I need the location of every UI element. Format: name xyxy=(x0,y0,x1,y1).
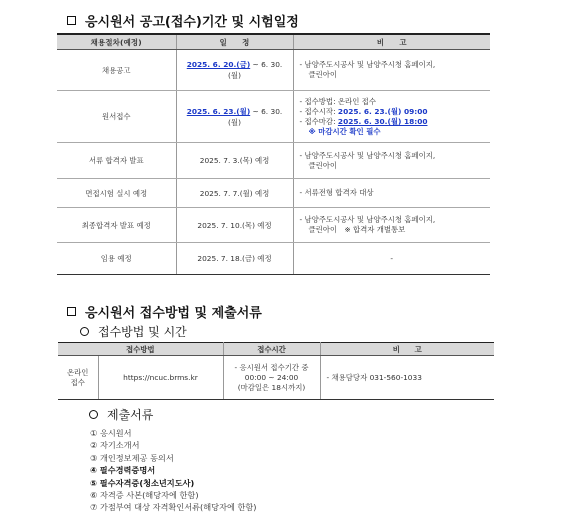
list-item: ① 응시원서 xyxy=(90,428,132,438)
schedule-header-row xyxy=(57,34,490,50)
square-bullet-icon xyxy=(67,307,76,316)
date-cell: 2025. 7. 18.(금) 예정 xyxy=(176,243,293,275)
note-cell xyxy=(293,91,490,143)
time-line: 00:00 ~ 24:00 xyxy=(244,372,299,382)
list-item: ⑤ 필수자격증(청소년지도사) xyxy=(90,477,195,488)
circle-bullet-icon xyxy=(89,410,98,419)
list-item: ④ 필수경력증명서 xyxy=(90,465,156,476)
header-time: 접수시간 xyxy=(223,343,320,356)
circle-bullet-icon xyxy=(80,327,89,336)
method-type-line: 온라인 xyxy=(67,367,89,377)
section1-heading xyxy=(67,11,299,30)
note-line: - 남양주도시공사 및 남양주시청 홈페이지, xyxy=(299,215,436,224)
step-cell: 면접시험 실시 예정 xyxy=(57,179,176,208)
date-cell: 2025. 7. 7.(월) 예정 xyxy=(176,179,293,208)
note-line: - 서류전형 합격자 대상 xyxy=(299,188,374,197)
subheading-method-title: 접수방법 및 시간 xyxy=(98,325,187,339)
section2-title: 응시원서 접수방법 및 제출서류 xyxy=(85,306,262,321)
square-bullet-icon xyxy=(67,16,76,25)
note-line xyxy=(300,117,487,127)
header-method: 접수방법 xyxy=(58,343,223,356)
table-row xyxy=(57,91,490,143)
header-step: 채용절차(예정) xyxy=(57,34,176,50)
note-cell xyxy=(293,208,490,243)
date-cell: 2025. 7. 3.(목) 예정 xyxy=(176,143,293,179)
table-row xyxy=(57,243,490,275)
note-prefix: - 접수시작: xyxy=(299,106,338,116)
subheading-method xyxy=(80,323,187,340)
step-cell: 채용공고 xyxy=(57,50,176,91)
note-line xyxy=(300,107,487,117)
header-note: 비 고 xyxy=(293,34,490,50)
method-type-cell xyxy=(58,356,98,400)
table-row xyxy=(58,356,494,400)
header-date: 일 정 xyxy=(176,34,293,50)
schedule-table xyxy=(57,33,490,275)
subheading-documents xyxy=(89,406,153,423)
section2-heading xyxy=(67,302,262,321)
date-cell xyxy=(176,91,293,143)
application-header-row xyxy=(58,343,494,356)
time-cell xyxy=(223,356,320,400)
note-cell xyxy=(293,179,490,208)
note-cell xyxy=(293,50,490,91)
subheading-documents-title: 제출서류 xyxy=(107,408,154,422)
list-item: ⑦ 가점부여 대상 자격확인서류(해당자에 한함) xyxy=(90,502,257,513)
note-line: - 접수방법: 온라인 접수 xyxy=(299,96,376,106)
note-line: 클린아이 ※ 합격자 개별통보 xyxy=(308,225,406,234)
table-row xyxy=(57,50,490,91)
time-line: (마감일은 18시까지) xyxy=(237,382,306,392)
date-highlight: 2025. 6. 23.(월) xyxy=(186,106,251,116)
note-highlight: 2025. 6. 23.(월) 09:00 xyxy=(337,106,428,116)
note-cell xyxy=(293,143,490,179)
note-line: - 남양주도시공사 및 남양주시청 홈페이지, xyxy=(299,60,436,69)
note-line: 클린아이 xyxy=(308,160,338,170)
step-cell: 원서접수 xyxy=(57,91,176,143)
list-item: ③ 개인정보제공 동의서 xyxy=(90,452,174,463)
date-cell: 2025. 7. 10.(목) 예정 xyxy=(176,208,293,243)
list-item: ⑥ 자격증 사본(해당자에 한함) xyxy=(90,490,199,501)
note-warning: ※ 마감시간 확인 필수 xyxy=(308,126,381,136)
documents-list xyxy=(90,427,257,514)
date-cell xyxy=(176,50,293,91)
method-type-line: 접수 xyxy=(70,377,85,387)
step-cell: 서류 합격자 발표 xyxy=(57,143,176,179)
note-cell: - xyxy=(293,243,490,275)
list-item: ② 자기소개서 xyxy=(90,440,140,451)
section1-title: 응시원서 공고(접수)기간 및 시험일정 xyxy=(85,15,299,30)
header-note: 비 고 xyxy=(320,343,494,356)
time-line: - 응시원서 접수기간 중 xyxy=(234,362,309,372)
date-highlight: 2025. 6. 20.(금) xyxy=(186,60,251,69)
note-highlight: 2025. 6. 30.(월) 18:00 xyxy=(337,116,428,126)
date-rest: ~ 6. 30.(월) xyxy=(228,106,283,127)
step-cell: 최종합격자 발표 예정 xyxy=(57,208,176,243)
note-prefix: - 접수마감: xyxy=(299,116,338,126)
step-cell: 임용 예정 xyxy=(57,243,176,275)
table-row xyxy=(57,179,490,208)
date-rest: ~ 6. 30.(월) xyxy=(228,60,283,80)
note-line: 클린아이 xyxy=(308,70,338,79)
contact-note: - 채용담당자 031-560-1033 xyxy=(320,356,494,400)
application-table xyxy=(58,342,494,400)
table-row xyxy=(57,143,490,179)
method-url[interactable]: https://ncuc.brms.kr xyxy=(98,356,223,400)
note-line: - 남양주도시공사 및 남양주시청 홈페이지, xyxy=(299,150,436,160)
table-row xyxy=(57,208,490,243)
